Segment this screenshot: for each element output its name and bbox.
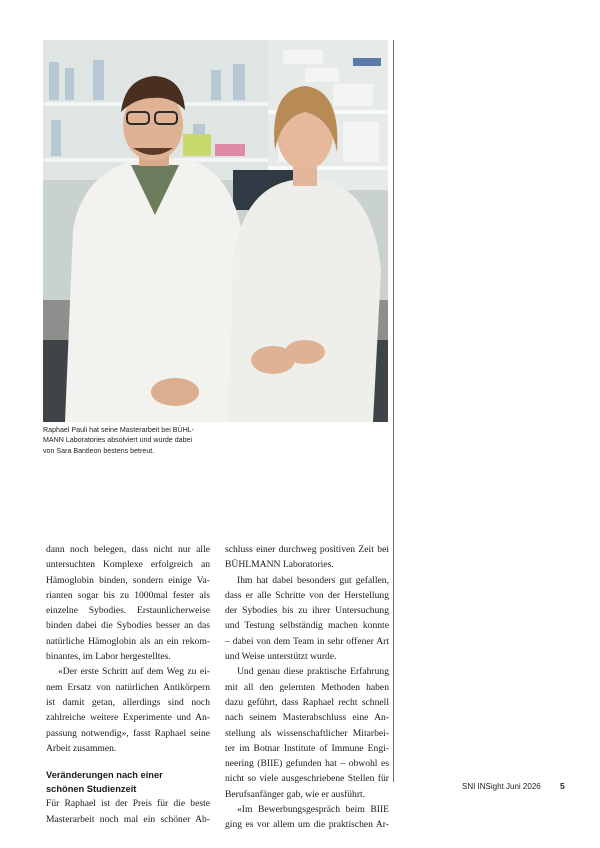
body-line: untersuchten Komplexe erfolgreich an (46, 559, 210, 571)
publication-footer: SNI INSight Juni 2026 (462, 782, 541, 791)
body-line: und Testung selbständig machen konnte (225, 620, 389, 632)
body-line: zahlreiche weitere Experimente und An- (46, 712, 210, 724)
caption-line: Raphael Pauli hat seine Masterarbeit bei BÜHL- (43, 426, 195, 434)
body-line: neering (BIIE) gefunden hat – obwohl es (225, 758, 389, 770)
body-line: der Sybodies bis zu ihrer Untersuchung (225, 605, 389, 617)
body-line: dazu geführt, dass Raphael recht schnell (225, 696, 389, 708)
body-line: passung notwendig», fasst Raphael seine (46, 727, 210, 739)
body-line: dass er alle Schritte von der Herstellung (225, 589, 389, 601)
text-column-2 (225, 542, 389, 833)
body-line: Masterarbeit noch mal ein schöner Ab- (46, 813, 210, 825)
body-line: nicht so viele ausgeschriebene Stellen für (225, 773, 389, 785)
body-line: nem Ersatz von natürlichen Antikörpern (46, 681, 210, 693)
body-line: rianten sogar bis zu 1000mal fester als (46, 589, 210, 601)
caption-line: von Sara Bantleon bestens betreut. (43, 446, 155, 455)
body-line: «Im Bewerbungsgespräch beim BIIE (237, 804, 389, 816)
body-line: Und genau diese praktische Erfahrung (237, 666, 389, 678)
section-heading: Veränderungen nach einer (46, 770, 163, 781)
caption-line: MANN Laboratories absolviert und wurde dabei (43, 436, 193, 445)
body-line: ging es vor allem um die praktischen Ar- (225, 819, 389, 831)
body-line: Für Raphael ist der Preis für die beste (46, 798, 210, 810)
photo-caption (43, 425, 213, 456)
body-line: ter im Botnar Institute of Immune Engi- (225, 742, 389, 754)
body-line: und Weise unterstützt wurde. (225, 651, 337, 663)
body-line: stellung als wissenschaftlicher Mitarbei- (225, 727, 389, 739)
body-line: ist damit getan, allerdings sind noch (46, 696, 210, 708)
body-line: natürliche Hämoglobin als an ein rekom- (46, 635, 210, 647)
page-number: 5 (560, 781, 565, 791)
body-line: nach seinem Masterabschluss eine An- (225, 712, 389, 724)
body-line: «Der erste Schritt auf dem Weg zu ei- (58, 666, 210, 678)
body-line: mit all den gelernten Methoden haben (225, 681, 389, 693)
body-line: einzelne Sybodies. Erstaunlicherweise (46, 605, 210, 617)
body-line: binden dabei die Sybodies besser an das (46, 620, 210, 632)
body-line: Berufsanfänger gab, wie er ausführt. (225, 788, 366, 800)
body-line: Hämoglobin binden, sondern einige Va- (46, 574, 210, 586)
section-heading: schönen Studienzeit (46, 783, 137, 794)
body-line: dann noch belegen, dass nicht nur alle (46, 544, 210, 555)
body-line: schluss einer durchweg positiven Zeit bei (225, 544, 389, 555)
body-line: Arbeit zusammen. (46, 742, 117, 754)
body-line: – dabei von dem Team in sehr offener Art (225, 635, 389, 647)
body-line: BÜHLMANN Laboratories. (225, 559, 334, 571)
article-photo (43, 40, 388, 422)
body-line: Ihm hat dabei besonders gut gefallen, (237, 574, 389, 586)
text-column-1 (46, 542, 210, 827)
body-line: binantes, im Labor hergestelltes. (46, 651, 171, 663)
column-rule (393, 40, 394, 782)
